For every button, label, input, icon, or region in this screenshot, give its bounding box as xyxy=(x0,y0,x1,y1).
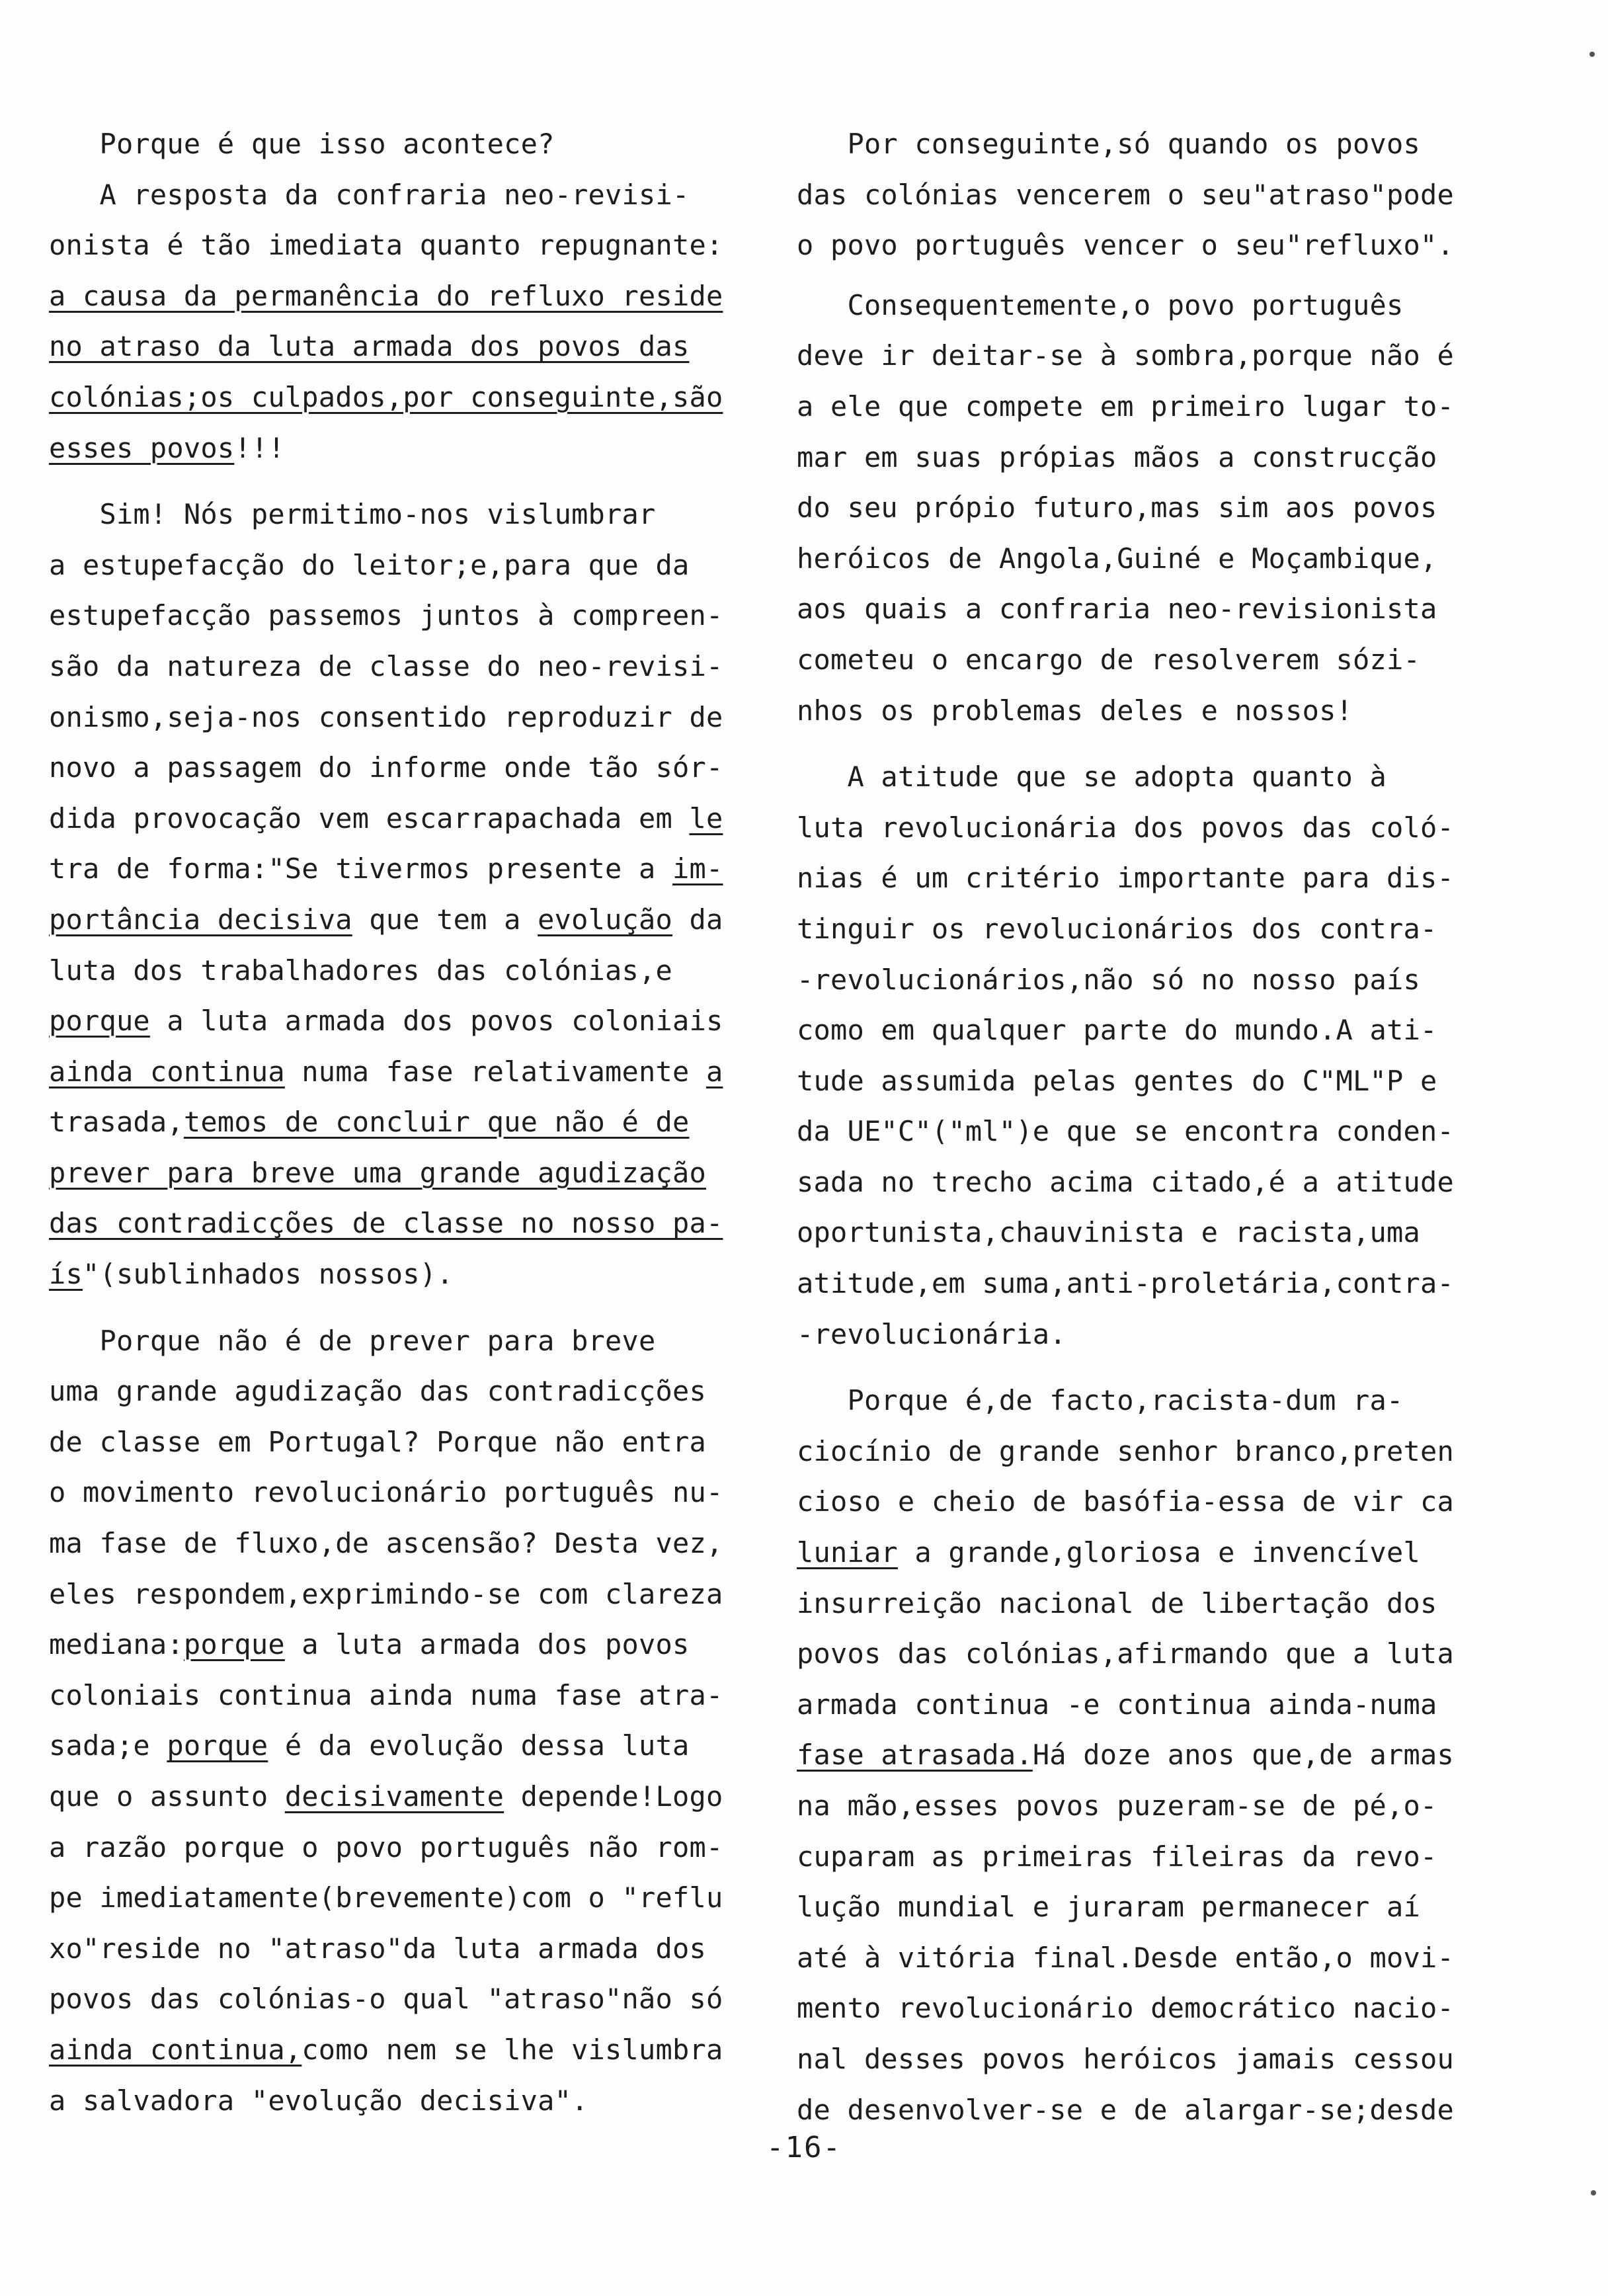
line-text: nias é um critério importante para dis- xyxy=(797,862,1454,895)
line-text: A resposta da confraria neo-revisi- xyxy=(49,178,690,211)
line-text: a razão porque o povo português não rom- xyxy=(49,1830,723,1864)
text-line xyxy=(797,1528,1517,1578)
text-line xyxy=(797,955,1517,1006)
line-text: Consequentemente,o povo português xyxy=(797,288,1404,321)
line-text: Há doze anos que,de armas xyxy=(1032,1739,1454,1772)
paragraph-gap xyxy=(49,1300,770,1316)
line-text: deve ir deitar-se à sombra,porque não é xyxy=(797,339,1454,372)
scan-speck xyxy=(1591,2190,1596,2195)
text-line xyxy=(797,1258,1517,1309)
line-text: novo a passagem do informe onde tão sór- xyxy=(49,751,723,784)
line-text: mediana: xyxy=(49,1628,184,1661)
paragraph-gap xyxy=(797,271,1517,280)
text-line xyxy=(797,1933,1517,1984)
underlined-text: das contradicções de classe no nosso pa- xyxy=(49,1207,723,1240)
line-text: trasada, xyxy=(49,1106,184,1139)
line-text: o movimento revolucionário português nu- xyxy=(49,1476,723,1509)
line-text: é da evolução dessa luta xyxy=(268,1729,690,1762)
line-text: coloniais continua ainda numa fase atra- xyxy=(49,1678,723,1711)
line-text: como em qualquer parte do mundo.A ati- xyxy=(797,1014,1437,1047)
text-line xyxy=(49,1417,770,1468)
text-line xyxy=(49,540,770,591)
text-line xyxy=(49,1721,770,1772)
underlined-text: a causa da permanência do refluxo reside xyxy=(49,279,723,312)
text-line xyxy=(49,372,770,423)
underlined-text: im- xyxy=(672,852,723,885)
underlined-text: ainda continua xyxy=(49,1055,285,1088)
text-line xyxy=(797,1730,1517,1781)
text-line xyxy=(797,752,1517,803)
line-text: insurreição nacional de libertação dos xyxy=(797,1586,1437,1620)
line-text: das colónias vencerem o seu"atraso"pode xyxy=(797,178,1454,211)
text-line xyxy=(797,635,1517,686)
underlined-text: no atraso da luta armada dos povos das xyxy=(49,330,690,363)
line-text: são da natureza de classe do neo-revisi- xyxy=(49,649,723,682)
line-text: a salvadora "evolução decisiva". xyxy=(49,2084,588,2117)
text-line xyxy=(797,2085,1517,2136)
text-line xyxy=(49,844,770,895)
line-text: até à vitória final.Desde então,o movi- xyxy=(797,1941,1454,1974)
text-line xyxy=(49,996,770,1047)
line-text: aos quais a confraria neo-revisionista xyxy=(797,593,1437,626)
line-text: armada continua -e continua ainda-numa xyxy=(797,1688,1437,1721)
text-line xyxy=(49,743,770,794)
text-line xyxy=(49,170,770,221)
underlined-text: porque xyxy=(167,1729,268,1762)
text-line xyxy=(797,686,1517,737)
line-text: tude assumida pelas gentes do C"ML"P e xyxy=(797,1064,1437,1097)
text-line xyxy=(49,591,770,641)
line-text: ciocínio de grande senhor branco,preten xyxy=(797,1434,1454,1467)
text-line xyxy=(797,1680,1517,1731)
underlined-text: a xyxy=(705,1055,723,1088)
line-text: !!! xyxy=(234,431,285,464)
paragraph-gap xyxy=(797,736,1517,752)
text-line xyxy=(797,534,1517,585)
line-text: onismo,seja-nos consentido reproduzir de xyxy=(49,700,723,733)
text-line xyxy=(49,119,770,170)
text-line xyxy=(49,641,770,692)
line-text: depende!Logo xyxy=(504,1780,723,1813)
page-number: -16- xyxy=(766,2131,842,2164)
line-text: pe imediatamente(brevemente)com o "reflu xyxy=(49,1881,723,1914)
text-line xyxy=(797,853,1517,904)
text-line xyxy=(797,432,1517,483)
scan-speck xyxy=(1589,52,1595,57)
text-line xyxy=(49,1148,770,1199)
text-line xyxy=(797,1157,1517,1208)
text-line xyxy=(797,331,1517,382)
line-text: que o assunto xyxy=(49,1780,285,1813)
text-line xyxy=(49,1467,770,1518)
line-text: Por conseguinte,só quando os povos xyxy=(797,128,1420,160)
line-text: sada no trecho acima citado,é a atitude xyxy=(797,1165,1454,1198)
line-text: cuparam as primeiras fileiras da revo- xyxy=(797,1840,1437,1873)
line-text: como nem se lhe vislumbra xyxy=(302,2033,723,2066)
line-text: a luta armada dos povos coloniais xyxy=(149,1004,723,1038)
line-text: heróicos de Angola,Guiné e Moçambique, xyxy=(797,542,1437,575)
underlined-text: portância decisiva xyxy=(49,903,352,936)
text-line xyxy=(797,1375,1517,1426)
line-text: de desenvolver-se e de alargar-se;desde xyxy=(797,2093,1454,2126)
line-text: -revolucionários,não só no nosso país xyxy=(797,963,1420,996)
text-line xyxy=(797,1426,1517,1477)
text-line xyxy=(797,220,1517,271)
text-line xyxy=(49,271,770,322)
line-text: numa fase relativamente xyxy=(284,1055,706,1088)
text-line xyxy=(49,2025,770,2076)
line-text: sada;e xyxy=(49,1729,167,1762)
underlined-text: temos de concluir que não é de xyxy=(183,1106,690,1139)
text-line xyxy=(797,1106,1517,1157)
line-text: Porque é,de facto,racista-dum ra- xyxy=(797,1384,1404,1417)
line-text: nhos os problemas deles e nossos! xyxy=(797,694,1353,727)
text-line xyxy=(49,1316,770,1367)
text-line xyxy=(49,1366,770,1417)
right-text-column xyxy=(797,119,1517,2135)
text-line xyxy=(797,2034,1517,2085)
line-text: oportunista,chauvinista e racista,uma xyxy=(797,1216,1420,1249)
text-line xyxy=(49,423,770,474)
text-line xyxy=(49,1198,770,1249)
line-text: eles respondem,exprimindo-se com clareza xyxy=(49,1577,723,1610)
text-line xyxy=(49,895,770,946)
text-line xyxy=(797,170,1517,221)
text-line xyxy=(797,1056,1517,1107)
underlined-text: decisivamente xyxy=(284,1780,504,1813)
text-line xyxy=(797,280,1517,331)
line-text: da xyxy=(672,903,723,936)
text-line xyxy=(49,220,770,271)
text-line xyxy=(49,1670,770,1721)
underlined-text: porque xyxy=(49,1004,150,1038)
paragraph-gap xyxy=(797,1360,1517,1375)
text-line xyxy=(49,1620,770,1670)
line-text: A atitude que se adopta quanto à xyxy=(797,760,1387,794)
line-text: mento revolucionário democrático nacio- xyxy=(797,1992,1454,2025)
line-text: Porque não é de prever para breve xyxy=(49,1324,656,1357)
line-text: da UE"C"("ml")e que se encontra conden- xyxy=(797,1115,1454,1148)
text-line xyxy=(49,946,770,997)
underlined-text: ís xyxy=(49,1258,83,1291)
line-text: a luta armada dos povos xyxy=(284,1628,690,1661)
text-line xyxy=(797,1629,1517,1680)
line-text: que tem a xyxy=(352,903,538,936)
underlined-text: fase atrasada. xyxy=(797,1739,1033,1772)
text-line xyxy=(797,803,1517,854)
line-text: cometeu o encargo de resolverem sózi- xyxy=(797,643,1420,676)
paragraph-gap xyxy=(49,473,770,489)
text-line xyxy=(49,1974,770,2025)
line-text: lução mundial e juraram permanecer aí xyxy=(797,1891,1420,1924)
text-line xyxy=(797,1882,1517,1933)
text-line xyxy=(49,1249,770,1300)
line-text: de classe em Portugal? Porque não entra xyxy=(49,1425,706,1458)
line-text: povos das colónias-o qual "atraso"não só xyxy=(49,1983,723,2016)
text-line xyxy=(49,1924,770,1975)
line-text: onista é tão imediata quanto repugnante: xyxy=(49,229,723,262)
line-text: uma grande agudização das contradicções xyxy=(49,1375,706,1408)
text-line xyxy=(49,1518,770,1569)
line-text: dida provocação vem escarrapachada em xyxy=(49,801,690,835)
text-line xyxy=(797,904,1517,955)
line-text: -revolucionária. xyxy=(797,1317,1066,1350)
text-line xyxy=(797,483,1517,534)
text-line xyxy=(797,1832,1517,1883)
text-line xyxy=(49,1873,770,1924)
line-text: Porque é que isso acontece? xyxy=(49,128,555,160)
line-text: luta revolucionária dos povos das coló- xyxy=(797,811,1454,844)
line-text: Sim! Nós permitimo-nos vislumbrar xyxy=(49,498,656,531)
text-line xyxy=(797,382,1517,432)
underlined-text: prever para breve uma grande agudização xyxy=(49,1156,706,1189)
line-text: estupefacção passemos juntos à compreen- xyxy=(49,599,723,632)
text-line xyxy=(49,1823,770,1873)
text-line xyxy=(797,1309,1517,1360)
underlined-text: porque xyxy=(183,1628,285,1661)
text-line xyxy=(49,692,770,743)
line-text: a ele que compete em primeiro lugar to- xyxy=(797,390,1454,423)
line-text: xo"reside no "atraso"da luta armada dos xyxy=(49,1932,706,1965)
text-line xyxy=(797,1781,1517,1832)
text-line xyxy=(797,1477,1517,1528)
text-line xyxy=(49,794,770,844)
text-line xyxy=(49,1772,770,1823)
text-line xyxy=(49,1569,770,1620)
underlined-text: le xyxy=(689,801,723,835)
left-text-column xyxy=(49,119,770,2126)
underlined-text: evolução xyxy=(538,903,673,936)
line-text: do seu própio futuro,mas sim aos povos xyxy=(797,491,1437,524)
line-text: mar em suas própias mãos a construcção xyxy=(797,440,1437,473)
underlined-text: luniar xyxy=(797,1536,898,1569)
line-text: cioso e cheio de basófia-essa de vir ca xyxy=(797,1485,1454,1518)
line-text: tra de forma:"Se tivermos presente a xyxy=(49,852,672,885)
text-line xyxy=(797,584,1517,635)
line-text: tinguir os revolucionários dos contra- xyxy=(797,912,1437,945)
line-text: a estupefacção do leitor;e,para que da xyxy=(49,548,690,581)
text-line xyxy=(797,119,1517,170)
line-text: povos das colónias,afirmando que a luta xyxy=(797,1637,1454,1670)
text-line xyxy=(49,1097,770,1148)
text-line xyxy=(49,321,770,372)
line-text: a grande,gloriosa e invencível xyxy=(897,1536,1420,1569)
underlined-text: ainda continua, xyxy=(49,2033,302,2066)
underlined-text: esses povos xyxy=(49,431,235,464)
line-text: atitude,em suma,anti-proletária,contra- xyxy=(797,1267,1454,1300)
text-line xyxy=(49,1047,770,1098)
line-text: "(sublinhados nossos). xyxy=(82,1258,454,1291)
line-text: na mão,esses povos puzeram-se de pé,o- xyxy=(797,1789,1437,1822)
text-line xyxy=(49,489,770,540)
text-line xyxy=(797,1983,1517,2034)
line-text: ma fase de fluxo,de ascensão? Desta vez, xyxy=(49,1527,723,1560)
text-line xyxy=(797,1208,1517,1258)
text-line xyxy=(49,2076,770,2127)
line-text: luta dos trabalhadores das colónias,e xyxy=(49,954,672,987)
text-line xyxy=(797,1005,1517,1056)
underlined-text: colónias;os culpados,por conseguinte,são xyxy=(49,380,723,413)
line-text: o povo português vencer o seu"refluxo". xyxy=(797,229,1454,262)
line-text: nal desses povos heróicos jamais cessou xyxy=(797,2042,1454,2075)
text-line xyxy=(797,1578,1517,1629)
